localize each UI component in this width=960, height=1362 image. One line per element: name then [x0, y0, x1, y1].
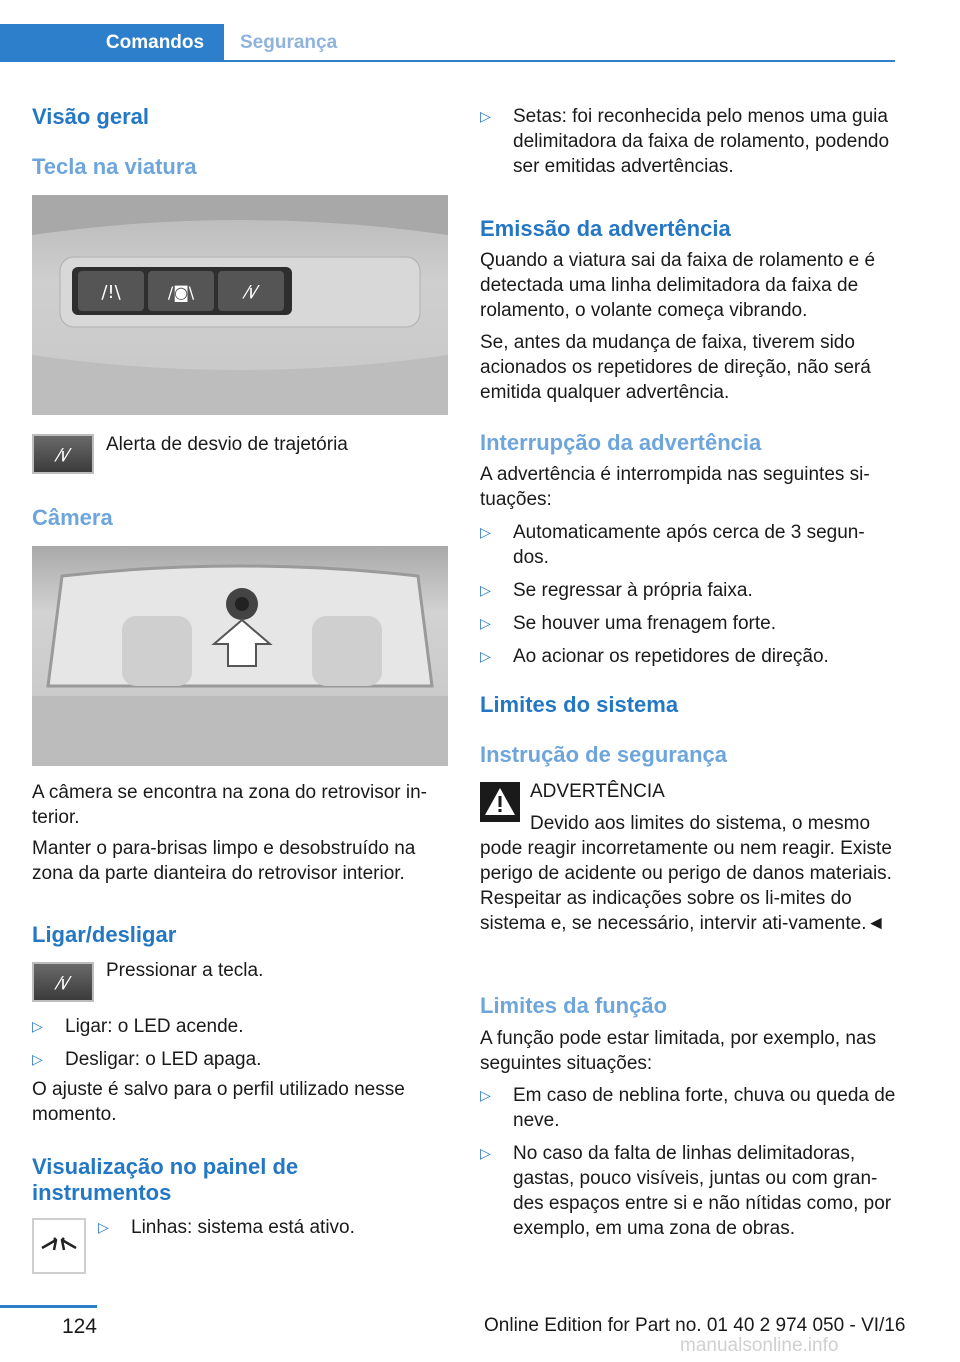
function-bullet-list	[480, 1083, 896, 1241]
list-item	[480, 644, 896, 669]
bullet-marker-icon: ▷	[480, 524, 491, 540]
bullet-marker-icon: ▷	[32, 1051, 43, 1067]
bullet-marker-icon: ▷	[32, 1018, 43, 1034]
list-item	[480, 611, 896, 636]
lane-departure-key-icon-2	[32, 962, 94, 1002]
windshield-camera-illustration	[32, 546, 448, 766]
onoff-title: Ligar/desligar	[32, 922, 177, 947]
bullet-marker-icon: ▷	[98, 1219, 109, 1235]
list-item	[32, 1014, 448, 1039]
edition-text: Online Edition for Part no. 01 40 2 974 050 - VI/16	[484, 1315, 906, 1336]
bullet-text: Ligar: o LED acende.	[65, 1016, 244, 1037]
warning-paragraph-2: Se, antes da mudança de faixa, tiverem sido acionados os repetidores de direção, não será emitida qualquer advertência.	[480, 332, 871, 403]
function-paragraph: A função pode estar limitada, por exemplo, nas seguintes situações:	[480, 1028, 877, 1074]
bullet-text: Se regressar à própria faixa.	[513, 580, 753, 601]
list-item	[480, 1083, 896, 1133]
bullet-marker-icon: ▷	[480, 648, 491, 664]
bullet-text: Linhas: sistema está ativo.	[131, 1217, 355, 1238]
svg-text:/!\: /!\	[101, 282, 121, 303]
bullet-marker-icon: ▷	[480, 1087, 491, 1103]
bullet-text: Desligar: o LED apaga.	[65, 1049, 262, 1070]
safety-label: ADVERTÊNCIA	[530, 781, 665, 802]
footer-rule	[0, 1305, 97, 1308]
bullet-text: No caso da falta de linhas delimitadoras, gastas, pouco visíveis, juntas ou com gran-des espaços entre si e não nítidas como, por exemplo, em uma zona de obras.	[513, 1143, 892, 1239]
watermark: manualsonline.info	[680, 1335, 839, 1356]
display-title: Visualização no painel de instrumentos	[32, 1154, 299, 1205]
bullet-text: Se houver uma frenagem forte.	[513, 613, 776, 634]
onoff-press: Pressionar a tecla.	[106, 960, 264, 981]
camera-title: Câmera	[32, 505, 113, 530]
bullet-text: Em caso de neblina forte, chuva ou queda de neve.	[513, 1085, 896, 1131]
bullet-text: Ao acionar os repetidores de direção.	[513, 646, 829, 667]
bullet-text: Automaticamente após cerca de 3 segun-dos.	[513, 522, 865, 568]
warning-title: Emissão da advertência	[480, 216, 731, 241]
svg-text:⁄ı⁄: ⁄ı⁄	[245, 282, 257, 303]
interrupt-bullet-list	[480, 520, 896, 669]
bullet-marker-icon: ▷	[480, 108, 491, 124]
overview-title: Visão geral	[32, 104, 149, 129]
lane-lines-display-icon	[32, 1218, 86, 1274]
function-title: Limites da função	[480, 993, 668, 1018]
left-column	[32, 104, 448, 180]
list-item	[98, 1215, 448, 1240]
safety-title: Instrução de segurança	[480, 742, 727, 767]
camera-paragraph-1: A câmera se encontra na zona do retrovisor in-terior.	[32, 782, 427, 828]
bullet-text: Setas: foi reconhecida pelo menos uma guia delimitadora da faixa de rolamento, podendo ser emitidas advertências.	[513, 106, 890, 177]
camera-photo	[32, 546, 448, 766]
overhead-console-illustration	[32, 195, 448, 415]
interrupt-paragraph: A advertência é interrompida nas seguintes si-tuações:	[480, 464, 870, 510]
limits-title: Limites do sistema	[480, 692, 679, 717]
svg-text:⁄ı⁄: ⁄ı⁄	[57, 973, 69, 994]
svg-text:/◙\: /◙\	[167, 283, 195, 302]
tab-comandos-label: Comandos	[105, 32, 205, 53]
svg-text:⁄ı⁄: ⁄ı⁄	[57, 445, 69, 466]
key-caption: Alerta de desvio de trajetória	[106, 434, 348, 455]
list-item	[32, 1047, 448, 1072]
vehicle-buttons-photo	[32, 195, 448, 415]
lane-departure-key-icon	[32, 434, 94, 474]
right-column-top	[480, 104, 896, 179]
warning-paragraph-1: Quando a viatura sai da faixa de rolamento e é detectada uma linha delimitadora da faixa de rolamento, o volante começa vibrando.	[480, 250, 876, 321]
onoff-bullet-list	[32, 1014, 448, 1072]
tab-seguranca[interactable]: Segurança	[240, 32, 338, 53]
key-title: Tecla na viatura	[32, 154, 197, 179]
page-number: 124	[61, 1315, 97, 1338]
list-item	[480, 578, 896, 603]
list-item	[480, 1141, 896, 1241]
bullet-marker-icon: ▷	[480, 615, 491, 631]
safety-text: Devido aos limites do sistema, o mesmo pode reagir incorretamente ou nem reagir. Existe perigo de acidente ou perigo de danos materiais. Respeitar as indicações sobre os li-mites do sistema e, se necessário, intervir ati-vamente.◄	[480, 813, 892, 934]
camera-paragraph-2: Manter o para-brisas limpo e desobstruído na zona da parte dianteira do retrovisor interior.	[32, 838, 416, 884]
safety-text-block	[480, 811, 896, 936]
bullet-marker-icon: ▷	[480, 1145, 491, 1161]
list-item	[480, 104, 896, 179]
bullet-marker-icon: ▷	[480, 582, 491, 598]
interrupt-title: Interrupção da advertência	[480, 430, 762, 455]
tab-comandos[interactable]	[0, 24, 224, 62]
list-item	[480, 520, 896, 570]
onoff-saved: O ajuste é salvo para o perfil utilizado nesse momento.	[32, 1079, 405, 1125]
